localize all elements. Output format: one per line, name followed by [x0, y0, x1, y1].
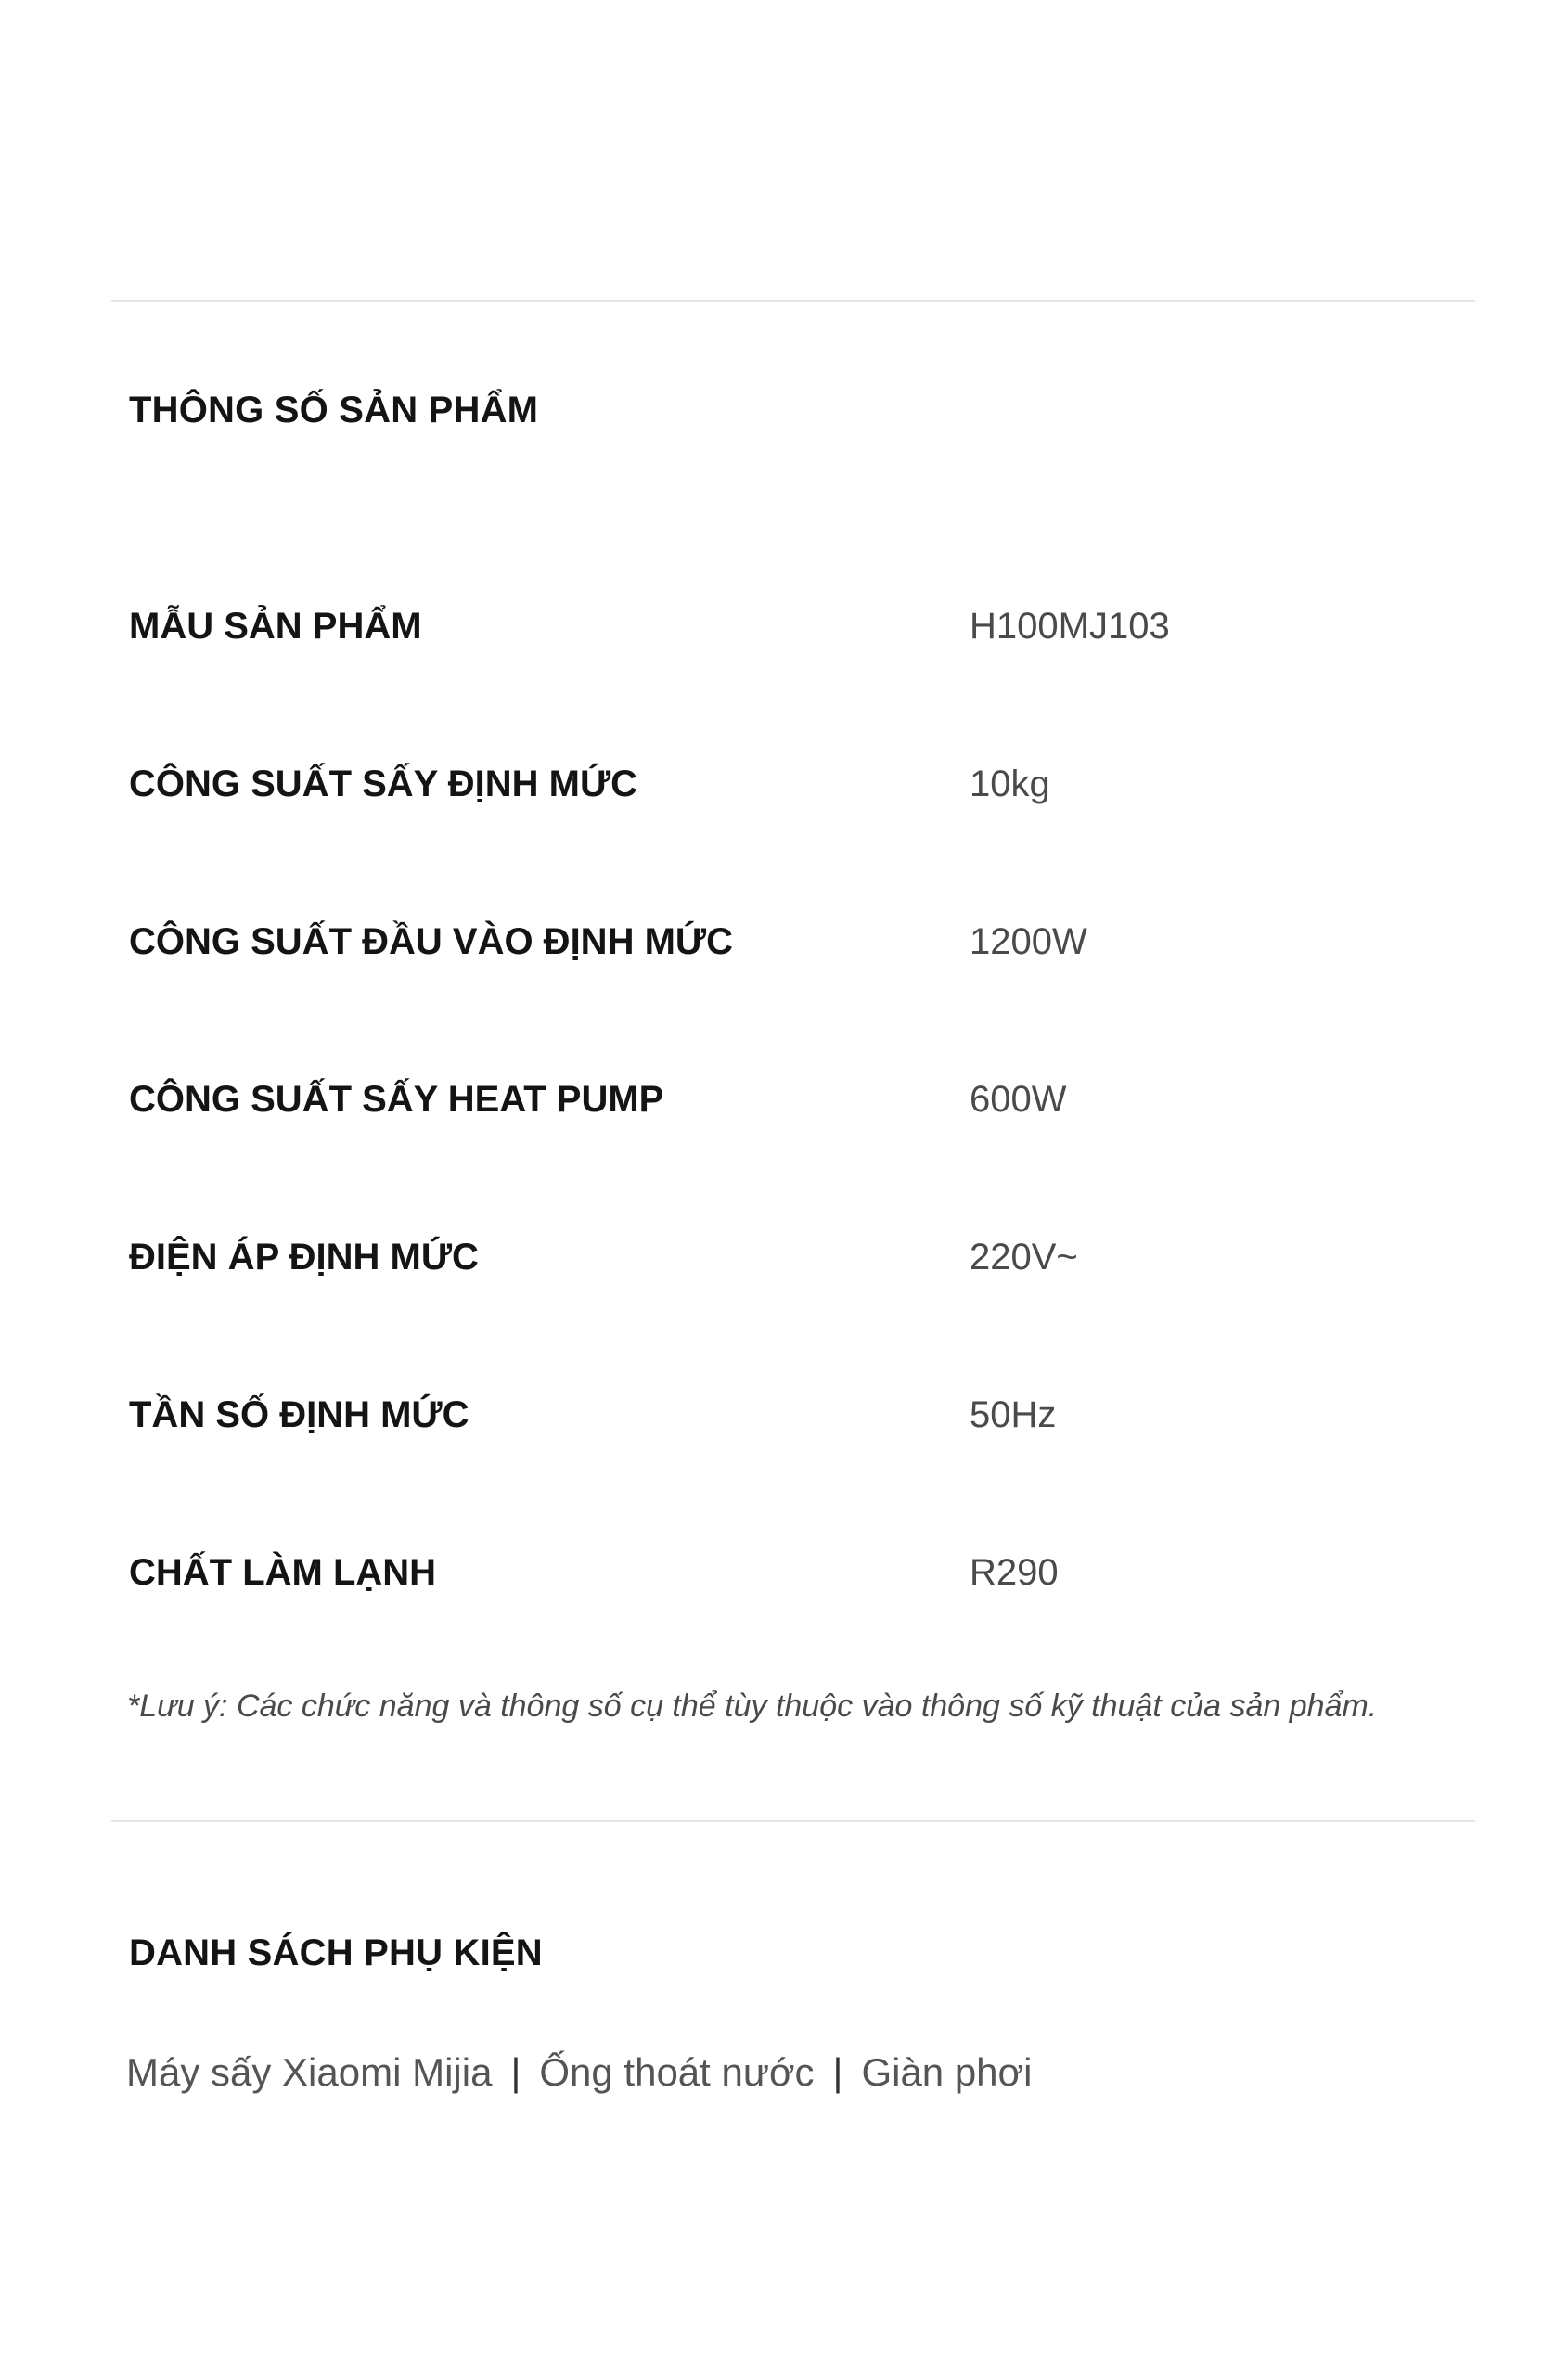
specs-section-title: THÔNG SỐ SẢN PHẨM	[129, 390, 539, 430]
spec-label: CÔNG SUẤT ĐẦU VÀO ĐỊNH MỨC	[129, 921, 733, 962]
spec-label: MẪU SẢN PHẨM	[129, 606, 422, 647]
spec-row-heat-pump-power	[129, 1079, 1456, 1135]
spec-row-rated-frequency	[129, 1394, 1456, 1450]
spec-row-rated-voltage	[129, 1237, 1456, 1292]
accessory-separator: |	[510, 2050, 521, 2094]
accessory-item: Giàn phơi	[861, 2050, 1033, 2094]
spec-value: 600W	[970, 1079, 1067, 1120]
spec-row-input-power	[129, 921, 1456, 977]
spec-row-drying-capacity	[129, 764, 1456, 819]
accessory-separator: |	[832, 2050, 843, 2094]
spec-row-model	[129, 606, 1456, 661]
spec-row-refrigerant	[129, 1552, 1456, 1608]
accessories-section-title: DANH SÁCH PHỤ KIỆN	[129, 1932, 543, 1973]
spec-label: CÔNG SUẤT SẤY HEAT PUMP	[129, 1079, 664, 1120]
top-divider	[111, 300, 1475, 302]
spec-value: H100MJ103	[970, 606, 1170, 647]
accessory-item: Máy sấy Xiaomi Mijia	[126, 2050, 493, 2094]
spec-value: 220V~	[970, 1237, 1078, 1277]
section-divider	[111, 1820, 1475, 1822]
spec-value: 1200W	[970, 921, 1087, 962]
spec-label: CHẤT LÀM LẠNH	[129, 1552, 437, 1593]
spec-value: R290	[970, 1552, 1059, 1593]
spec-label: TẦN SỐ ĐỊNH MỨC	[129, 1394, 469, 1435]
accessory-item: Ống thoát nước	[539, 2050, 815, 2094]
spec-label: ĐIỆN ÁP ĐỊNH MỨC	[129, 1237, 479, 1277]
spec-label: CÔNG SUẤT SẤY ĐỊNH MỨC	[129, 764, 638, 804]
spec-value: 50Hz	[970, 1394, 1057, 1435]
accessories-list	[126, 2050, 1032, 2095]
specs-note: *Lưu ý: Các chức năng và thông số cụ thể tùy thuộc vào thông số kỹ thuật của sản phẩm.	[127, 1688, 1378, 1724]
spec-value: 10kg	[970, 764, 1050, 804]
